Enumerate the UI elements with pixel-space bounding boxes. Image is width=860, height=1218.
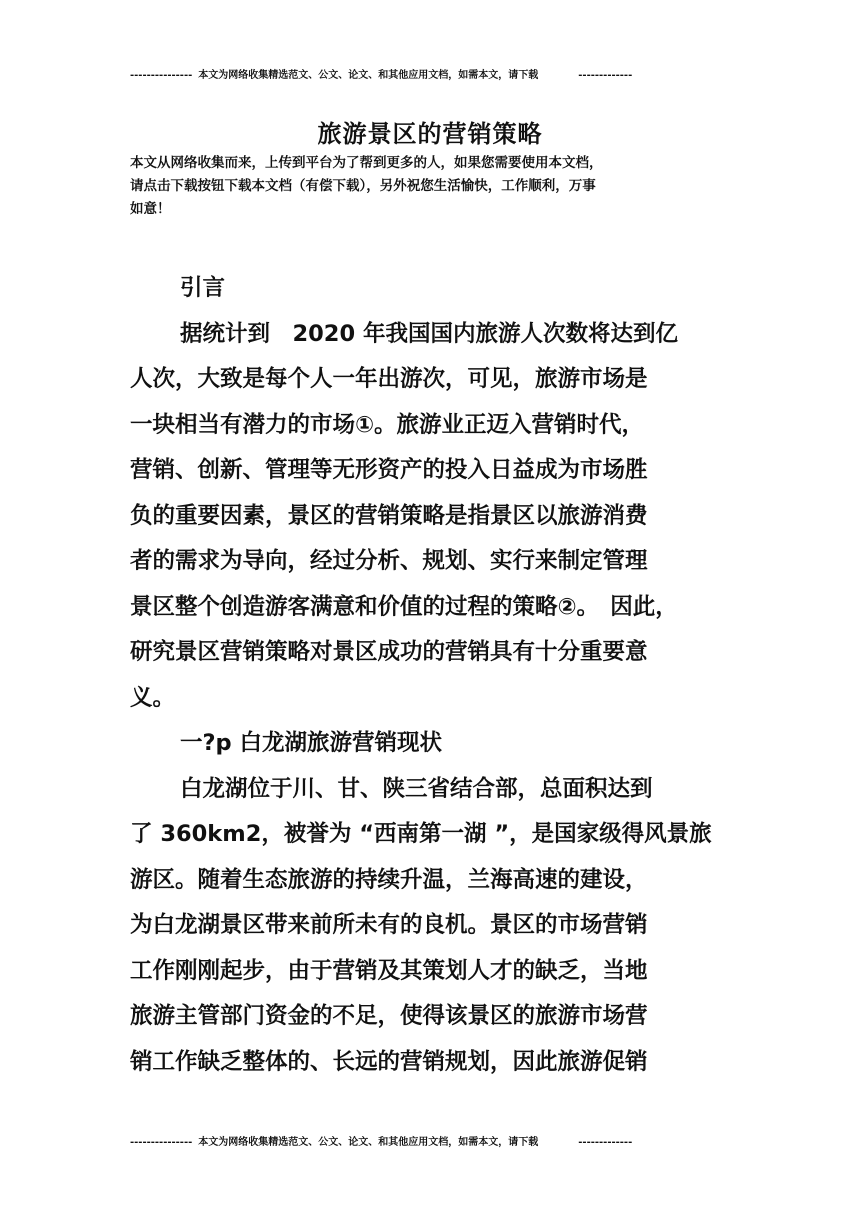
download-notice: [130, 152, 690, 221]
paragraph-line: 据统计到 2020 年我国国内旅游人次数将达到亿: [180, 320, 678, 347]
paragraph-line: 人次，大致是每个人一年出游次，可见，旅游市场是: [130, 366, 648, 392]
header-dashes-right: -------------: [578, 70, 633, 81]
paragraph-line: 白龙湖位于川、甘、陕三省结合部，总面积达到: [180, 775, 653, 802]
paragraph-line: 负的重要因素，景区的营销策略是指景区以旅游消费: [130, 502, 648, 529]
page-footer: [130, 1133, 690, 1148]
footer-dashes-right: -------------: [578, 1137, 633, 1148]
paragraph-line: 旅游主管部门资金的不足，使得该景区的旅游市场营: [130, 1003, 648, 1029]
document-title: 旅游景区的营销策略: [317, 120, 543, 148]
notice-line: 本文从网络收集而来，上传到平台为了帮到更多的人，如果您需要使用本文档，: [130, 155, 603, 171]
header-text: 本文为网络收集精选范文、公文、论文、和其他应用文档，如需本文，请下载: [198, 70, 539, 81]
paragraph-line: 了 360km2，被誉为 “西南第一湖 ”，是国家级得风景旅: [130, 821, 712, 847]
notice-line: 请点击下载按钮下载本文档（有偿下载），另外祝您生活愉快，工作顺利，万事: [130, 178, 596, 194]
paragraph-line: 义。: [130, 684, 176, 711]
paragraph-line: 为白龙湖景区带来前所未有的良机。景区的市场营销: [130, 912, 648, 938]
footer-text: 本文为网络收集精选范文、公文、论文、和其他应用文档，如需本文，请下载: [198, 1137, 539, 1148]
paragraph-line: 销工作缺乏整体的、长远的营销规划，因此旅游促销: [130, 1048, 648, 1075]
header-dashes-left: ---------------: [130, 70, 193, 81]
section-heading-status: 一?p 白龙湖旅游营销现状: [180, 730, 442, 756]
paragraph-line: 游区。随着生态旅游的持续升温，兰海高速的建设，: [130, 866, 648, 893]
paragraph-line: 营销、创新、管理等无形资产的投入日益成为市场胜: [130, 457, 648, 483]
paragraph-line: 工作刚刚起步，由于营销及其策划人才的缺乏，当地: [130, 957, 648, 984]
paragraph-line: 一块相当有潜力的市场①。旅游业正迈入营销时代，: [130, 411, 645, 438]
notice-line: 如意！: [130, 201, 171, 217]
paragraph-line: 研究景区营销策略对景区成功的营销具有十分重要意: [130, 639, 648, 665]
paragraph-line: 景区整个创造游客满意和价值的过程的策略②。 因此，: [130, 593, 678, 620]
page-header: [130, 66, 690, 81]
footer-dashes-left: ---------------: [130, 1137, 193, 1148]
section-heading-intro: 引言: [180, 275, 226, 301]
paragraph-line: 者的需求为导向，经过分析、规划、实行来制定管理: [130, 548, 648, 574]
article-body: [130, 266, 730, 1085]
